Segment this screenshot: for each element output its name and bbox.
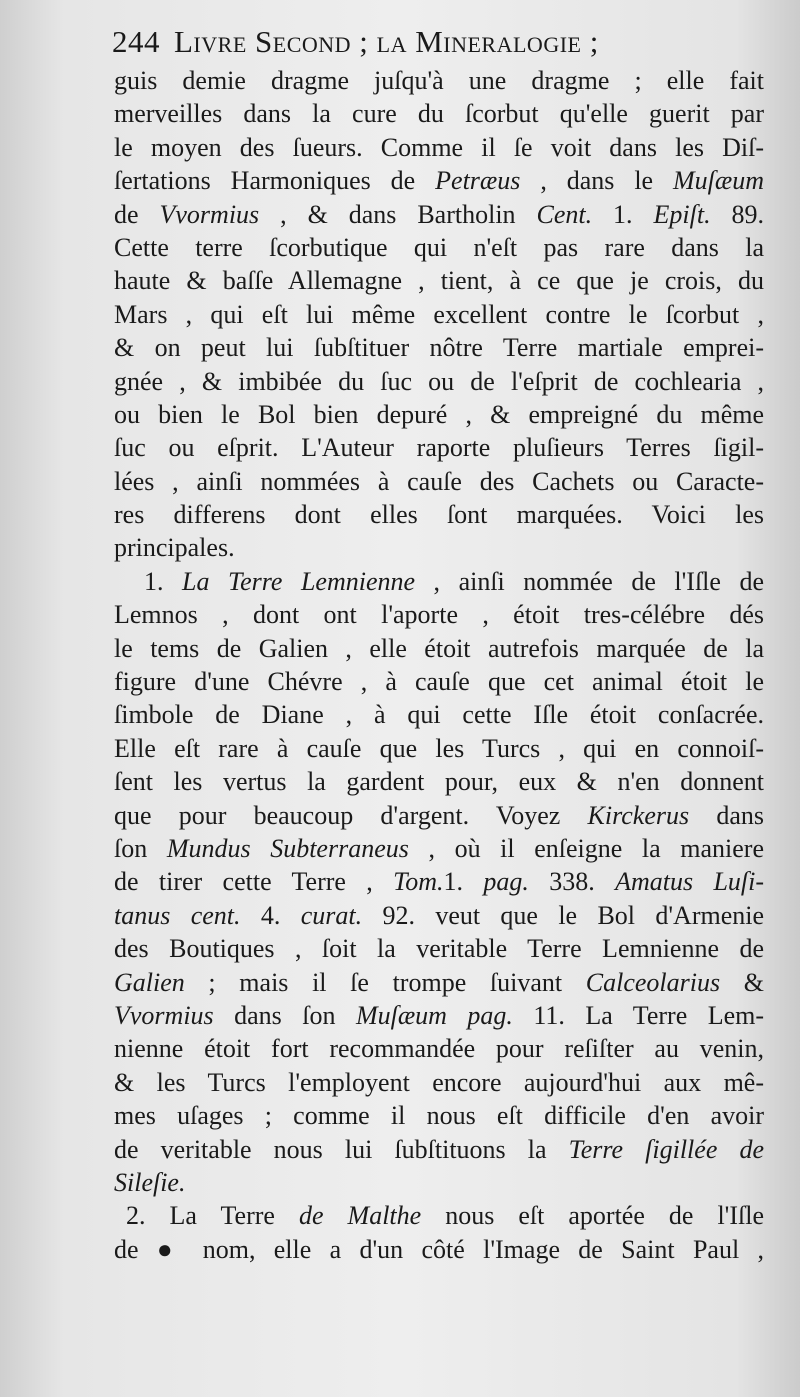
italic-text: La Terre Lemnienne xyxy=(182,566,416,596)
italic-text: Mundus Subterraneus xyxy=(166,833,409,863)
text-run: , où il enſeigne la maniere xyxy=(408,833,764,863)
text-line xyxy=(114,465,764,498)
text-run: & les Turcs l'employent encore aujourd'hui aux mê- xyxy=(114,1067,764,1097)
text-line xyxy=(114,732,764,765)
text-line xyxy=(114,899,764,932)
italic-text: Muſæum xyxy=(673,166,765,196)
text-run: Elle eſt rare à cauſe que les Turcs , qui en connoiſ- xyxy=(114,733,764,763)
text-run: que pour beaucoup d'argent. Voyez xyxy=(114,800,588,830)
text-line xyxy=(114,431,764,464)
text-run: res differens dont elles ſont marquées. Voici les xyxy=(114,500,764,530)
page-header xyxy=(112,24,732,68)
text-run: le tems de Galien , elle étoit autrefois marquée de la xyxy=(114,633,764,663)
text-line xyxy=(114,632,764,665)
text-run: de xyxy=(114,199,160,229)
text-line xyxy=(114,1133,764,1166)
text-run: 89. xyxy=(710,199,765,229)
text-line xyxy=(114,365,764,398)
italic-text: pag. xyxy=(483,867,529,897)
text-line xyxy=(114,765,764,798)
text-run: nienne étoit fort recommandée pour reſiſter au venin, xyxy=(114,1034,764,1064)
text-line xyxy=(114,966,764,999)
text-line xyxy=(114,498,764,531)
text-run: , & dans Bartholin xyxy=(259,199,537,229)
text-run: 92. veut que le Bol d'Armenie xyxy=(362,900,765,930)
text-run: guis demie dragme juſqu'à une dragme ; elle fait xyxy=(114,66,764,95)
text-line xyxy=(114,1099,764,1132)
text-run: figure d'une Chévre , à cauſe que cet animal étoit le xyxy=(114,667,764,697)
italic-text: Cent. xyxy=(536,199,593,229)
italic-text: Kirckerus xyxy=(587,800,690,830)
body-text xyxy=(114,64,764,1266)
text-run: merveilles dans la cure du ſcorbut qu'elle guerit par xyxy=(114,99,764,129)
text-run: mes uſages ; comme il nous eſt difficile d'en avoir xyxy=(114,1101,764,1131)
text-run: 1. xyxy=(144,566,183,596)
text-run: & on peut lui ſubſtituer nôtre Terre martiale emprei- xyxy=(114,333,764,363)
italic-text: Muſæum pag. xyxy=(355,1000,513,1030)
text-line xyxy=(114,231,764,264)
text-run: de ● nom, elle a d'un côté l'Image de Saint Paul , xyxy=(114,1234,764,1264)
italic-text: Sileſie. xyxy=(114,1167,186,1197)
text-run: Mars , qui eſt lui même excellent contre le ſcorbut , xyxy=(114,299,764,329)
text-line xyxy=(114,1032,764,1065)
text-run: Lemnos , dont ont l'aporte , étoit tres-célébre dés xyxy=(114,600,764,630)
text-run: 1. xyxy=(592,199,654,229)
text-run: 2. La Terre xyxy=(126,1201,299,1231)
text-line xyxy=(114,932,764,965)
text-line xyxy=(114,799,764,832)
text-run: nous eſt aportée de l'Iſle xyxy=(421,1201,765,1231)
text-line xyxy=(114,198,764,231)
italic-text: Tom. xyxy=(393,867,444,897)
text-line xyxy=(114,565,764,598)
text-line xyxy=(114,64,764,97)
text-line xyxy=(114,1199,764,1232)
text-line xyxy=(114,398,764,431)
text-line xyxy=(114,1233,764,1266)
text-run: ſertations Harmoniques de xyxy=(114,166,436,196)
text-line xyxy=(114,298,764,331)
text-run: ſon xyxy=(114,833,167,863)
text-run: ſuc ou eſprit. L'Auteur raporte pluſieurs Terres ſigil- xyxy=(114,433,764,463)
text-run: ſimbole de Diane , à qui cette Iſle étoit conſacrée. xyxy=(114,700,764,730)
text-run: ou bien le Bol bien depuré , & empreigné du même xyxy=(114,399,764,429)
page-number: 244 xyxy=(112,24,160,59)
text-run: 4. xyxy=(240,900,301,930)
text-line xyxy=(114,832,764,865)
text-line xyxy=(114,598,764,631)
text-run: principales. xyxy=(114,533,235,563)
italic-text: de Malthe xyxy=(298,1201,422,1231)
text-line xyxy=(114,865,764,898)
text-run: ſent les vertus la gardent pour, eux & n'en donnent xyxy=(114,767,764,797)
text-run: ; mais il ſe trompe ſuivant xyxy=(184,967,586,997)
italic-text: Galien xyxy=(114,967,185,997)
text-line xyxy=(114,698,764,731)
text-line xyxy=(114,97,764,130)
italic-text: Calceolarius xyxy=(585,967,721,997)
italic-text: Terre ſigillée de xyxy=(568,1134,764,1164)
text-line xyxy=(114,331,764,364)
text-run: haute & baſſe Allemagne , tient, à ce que je crois, du xyxy=(114,266,764,296)
italic-text: Vvormius xyxy=(114,1000,214,1030)
text-run: dans ſon xyxy=(213,1000,356,1030)
italic-text: curat. xyxy=(300,900,363,930)
italic-text: Epiſt. xyxy=(653,199,711,229)
text-line xyxy=(114,264,764,297)
text-line xyxy=(114,1066,764,1099)
text-line xyxy=(114,1166,764,1199)
text-run: de tirer cette Terre , xyxy=(114,867,394,897)
text-run: dans xyxy=(689,800,764,830)
text-run: des Boutiques , ſoit la veritable Terre Lemnienne de xyxy=(114,934,764,964)
text-line xyxy=(114,531,764,564)
italic-text: tanus cent. xyxy=(114,900,241,930)
italic-text: Vvormius xyxy=(159,199,260,229)
text-line xyxy=(114,164,764,197)
text-line xyxy=(114,665,764,698)
text-run: le moyen des ſueurs. Comme il ſe voit dans les Diſ- xyxy=(114,132,764,162)
text-run: , ainſi nommée de l'Iſle de xyxy=(415,566,765,596)
text-run: & xyxy=(720,967,764,997)
text-run: 1. xyxy=(443,867,484,897)
text-run: de veritable nous lui ſubſtituons la xyxy=(114,1134,569,1164)
text-line xyxy=(114,999,764,1032)
text-run: Cette terre ſcorbutique qui n'eſt pas rare dans la xyxy=(114,232,764,262)
italic-text: Petræus xyxy=(435,166,521,196)
running-title: Livre Second ; la Mineralogie ; xyxy=(174,24,599,59)
text-run: 11. La Terre Lem- xyxy=(512,1000,764,1030)
text-run: , dans le xyxy=(520,166,674,196)
text-line xyxy=(114,131,764,164)
text-run: lées , ainſi nommées à cauſe des Cachets ou Caracte- xyxy=(114,466,764,496)
text-run: gnée , & imbibée du ſuc ou de l'eſprit de cochlearia , xyxy=(114,366,764,396)
italic-text: Amatus Luſi- xyxy=(615,867,765,897)
text-run: 338. xyxy=(528,867,616,897)
